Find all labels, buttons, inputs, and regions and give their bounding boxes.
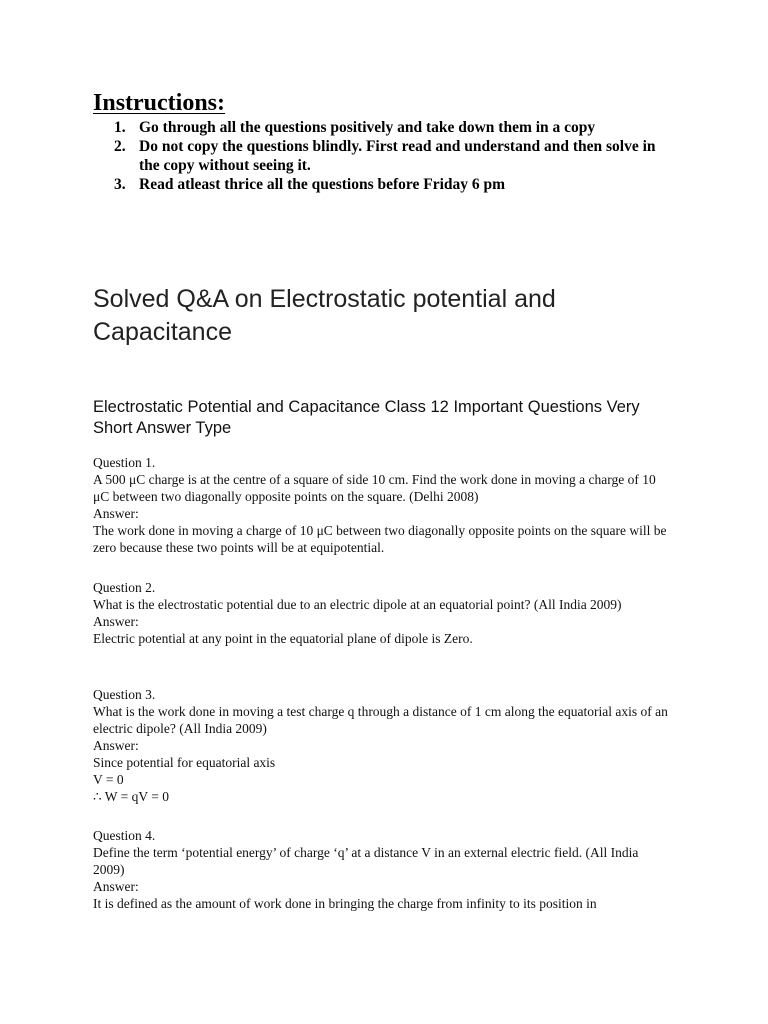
answer-text: The work done in moving a charge of 10 μC between two diagonally opposite points on the square will be zero because these two points will be at equipotential. [93,523,667,555]
question-text: A 500 μC charge is at the centre of a square of side 10 cm. Find the work done in moving a charge of 10 μC between two diagonally opposite points on the square. (Delhi 2008) [93,472,656,504]
answer-text: Electric potential at any point in the equatorial plane of dipole is Zero. [93,631,473,646]
instructions-list [114,118,674,194]
answer-line: ∴ W = qV = 0 [93,789,169,804]
question-text: What is the electrostatic potential due to an electric dipole at an equatorial point? (All India 2009) [93,597,622,612]
answer-text: It is defined as the amount of work done in bringing the charge from infinity to its position in [93,896,597,911]
instruction-number: 1. [114,119,126,136]
section-title: Electrostatic Potential and Capacitance Class 12 Important Questions Very Short Answer Type [93,398,640,437]
instruction-item [114,175,674,194]
main-title: Solved Q&A on Electrostatic potential and Capacitance [93,285,556,346]
instruction-item [114,137,674,175]
question-block-1 [93,454,673,556]
instruction-number: 2. [114,138,126,155]
instruction-text: Do not copy the questions blindly. First read and understand and then solve in the copy without seeing it. [139,138,656,174]
instruction-text: Go through all the questions positively and take down them in a copy [139,119,596,136]
answer-line: V = 0 [93,772,124,787]
question-text: What is the work done in moving a test charge q through a distance of 1 cm along the equatorial axis of an electric dipole? (All India 2009) [93,704,668,736]
question-block-4 [93,827,673,912]
answer-label: Answer: [93,879,139,894]
question-block-3 [93,686,673,805]
instruction-item [114,118,674,137]
answer-label: Answer: [93,738,139,753]
question-text: Define the term ‘potential energy’ of charge ‘q’ at a distance V in an external electric field. (All India 2009) [93,845,639,877]
question-label: Question 1. [93,455,156,470]
answer-label: Answer: [93,614,139,629]
instructions-heading: Instructions: [93,90,226,116]
instruction-text: Read atleast thrice all the questions before Friday 6 pm [139,176,506,193]
instruction-number: 3. [114,176,126,193]
question-label: Question 4. [93,828,156,843]
answer-line: Since potential for equatorial axis [93,755,276,770]
question-label: Question 3. [93,687,156,702]
question-block-2 [93,579,673,647]
question-label: Question 2. [93,580,156,595]
answer-label: Answer: [93,506,139,521]
